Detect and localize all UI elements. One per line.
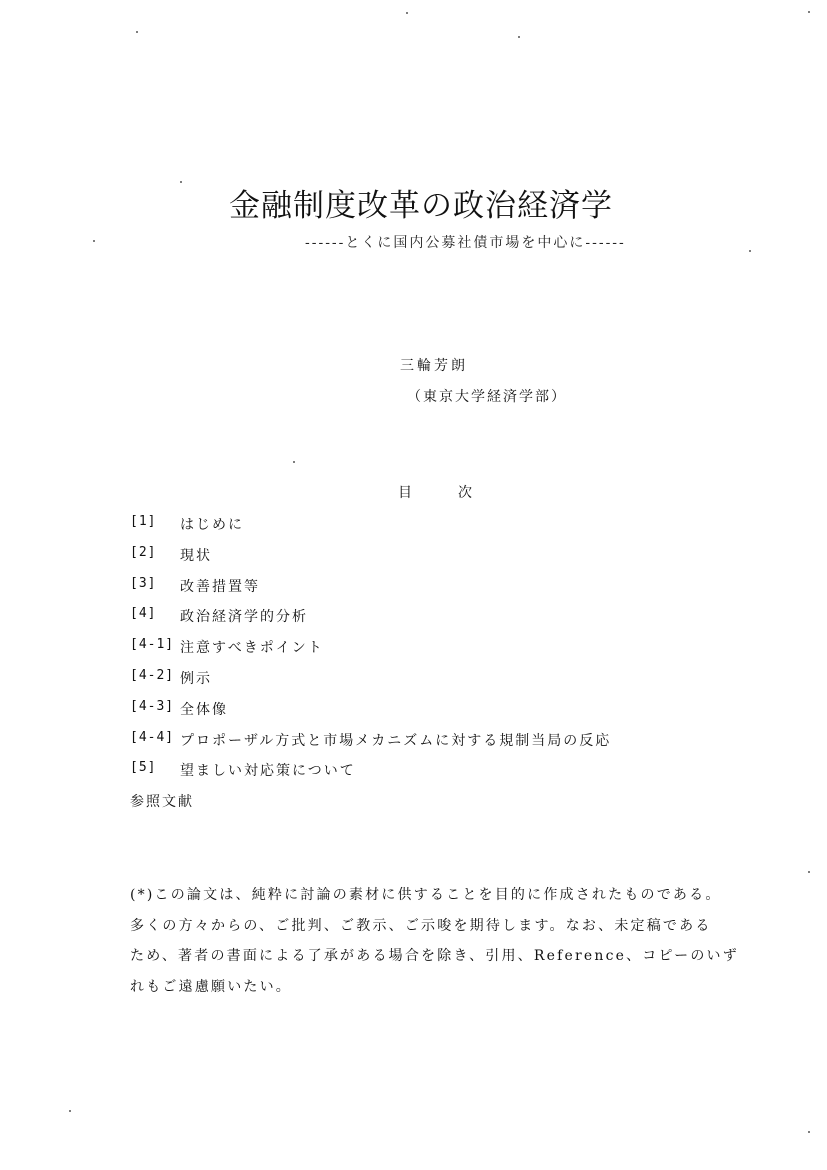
toc-item <box>130 606 611 637</box>
toc-item-number: [4-3] <box>130 698 175 714</box>
scan-speck <box>136 31 138 33</box>
toc-item-number: [4-4] <box>130 729 175 745</box>
toc-item <box>130 730 611 761</box>
note-line: (*)この論文は、純粋に討論の素材に供することを目的に作成されたものである。 <box>130 887 722 903</box>
toc-item <box>130 514 611 545</box>
references-label: 参照文献 <box>130 794 194 811</box>
toc-item-number: [4-1] <box>130 637 175 653</box>
toc-item-number: [5] <box>130 760 157 776</box>
toc-item-label: はじめに <box>180 517 244 533</box>
toc-item-label: 注意すべきポイント <box>180 640 324 657</box>
note-line: ため、著者の書面による了承がある場合を除き、引用、Reference、コピーのいず <box>130 948 739 964</box>
scan-speck <box>808 871 810 873</box>
scan-speck <box>808 1131 810 1133</box>
toc-item-number: [3] <box>130 575 157 591</box>
scan-speck <box>180 181 182 183</box>
scan-speck <box>808 11 810 13</box>
toc-item <box>130 576 611 607</box>
toc-item-label: 望ましい対応策について <box>180 763 356 780</box>
scan-speck <box>93 240 95 242</box>
toc-item <box>130 699 611 730</box>
toc-heading: 目 次 <box>398 485 488 501</box>
toc-references <box>130 791 611 822</box>
toc-item <box>130 760 611 791</box>
author-name: 三輪芳朗 <box>400 358 468 374</box>
note-line: れもご遠慮願いたい。 <box>130 978 292 995</box>
disclaimer-note <box>130 880 750 1002</box>
toc-item-number: [1] <box>130 514 157 529</box>
toc-item <box>130 668 611 699</box>
document-title: 金融制度改革の政治経済学 <box>229 188 613 224</box>
scan-speck <box>518 36 520 38</box>
toc-item-number: [4-2] <box>130 667 175 683</box>
author-affiliation: （東京大学経済学部） <box>407 389 567 405</box>
scan-speck <box>406 12 408 14</box>
scan-speck <box>69 1110 71 1112</box>
scan-speck <box>749 250 751 252</box>
note-line: 多くの方々からの、ご批判、ご教示、ご示唆を期待します。なお、未定稿である <box>130 917 712 934</box>
toc-item-number: [2] <box>130 544 157 560</box>
toc-item-label: プロポーザル方式と市場メカニズムに対する規制当局の反応 <box>180 732 612 749</box>
toc-item-label: 現状 <box>180 547 212 564</box>
toc-item <box>130 545 611 576</box>
toc-item-label: 全体像 <box>180 701 228 718</box>
toc-item-label: 例示 <box>180 670 212 687</box>
toc-item-label: 改善措置等 <box>180 578 260 595</box>
scan-speck <box>293 461 295 463</box>
toc-item-number: [4] <box>130 606 157 622</box>
toc-item-label: 政治経済学的分析 <box>180 609 308 626</box>
document-subtitle: ------とくに国内公募社債市場を中心に------ <box>305 235 626 251</box>
toc-item <box>130 637 611 668</box>
table-of-contents <box>130 514 611 822</box>
